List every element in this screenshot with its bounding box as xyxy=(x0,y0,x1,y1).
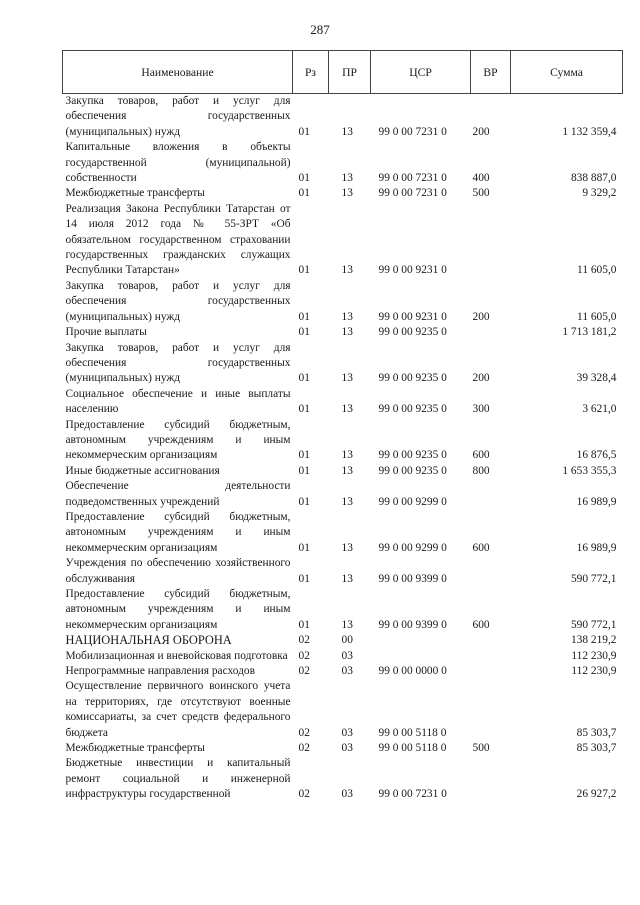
row-sum: 1 713 181,2 xyxy=(562,326,617,339)
row-pr: 13 xyxy=(341,541,353,554)
row-csr: 99 0 00 9235 0 xyxy=(378,449,447,462)
row-vr: 500 xyxy=(472,742,490,755)
row-csr: 99 0 00 9399 0 xyxy=(378,618,447,631)
row-name: Предоставление субсидий бюджетным, автономным учреждениям и иным некоммерческим организациям xyxy=(65,510,291,554)
row-rz: 02 xyxy=(298,742,310,755)
row-csr: 99 0 00 9299 0 xyxy=(378,495,447,508)
row-sum: 85 303,7 xyxy=(576,726,617,739)
row-vr: 200 xyxy=(472,372,490,385)
table-row xyxy=(63,649,623,664)
row-pr: 13 xyxy=(341,403,353,416)
table-row xyxy=(63,387,623,418)
row-rz: 01 xyxy=(298,541,310,554)
row-name: Межбюджетные трансферты xyxy=(65,187,205,200)
row-pr: 03 xyxy=(341,742,353,755)
table-row xyxy=(63,664,623,679)
row-csr: 99 0 00 7231 0 xyxy=(378,788,447,801)
row-vr xyxy=(471,649,511,664)
table-row xyxy=(63,341,623,387)
table-row xyxy=(63,479,623,510)
header-name: Наименование xyxy=(63,51,293,94)
row-pr: 13 xyxy=(341,495,353,508)
table-row xyxy=(63,186,623,201)
row-name: Осуществление первичного воинского учета на территориях, где отсутствуют военные комиссариаты, за счет средств федерального бюджета xyxy=(65,680,291,739)
row-rz: 01 xyxy=(298,310,310,323)
row-csr: 99 0 00 9235 0 xyxy=(378,372,447,385)
page-number: 287 xyxy=(310,22,330,37)
row-pr: 13 xyxy=(341,572,353,585)
row-rz: 02 xyxy=(298,665,310,678)
row-name: Мобилизационная и вневойсковая подготовка xyxy=(65,649,288,662)
table-row xyxy=(63,756,623,802)
row-rz: 02 xyxy=(298,788,310,801)
row-vr: 400 xyxy=(472,172,490,185)
row-rz: 01 xyxy=(298,449,310,462)
row-vr: 600 xyxy=(472,541,490,554)
row-sum: 138 219,2 xyxy=(570,634,617,647)
row-sum: 16 876,5 xyxy=(576,449,617,462)
row-rz: 01 xyxy=(298,618,310,631)
budget-table xyxy=(62,50,623,803)
row-name: Социальное обеспечение и иные выплаты населению xyxy=(65,387,291,416)
row-sum: 85 303,7 xyxy=(576,742,617,755)
row-vr xyxy=(471,325,511,340)
row-name: Межбюджетные трансферты xyxy=(65,742,205,755)
row-csr xyxy=(371,649,471,664)
header-sum: Сумма xyxy=(511,51,623,94)
row-name: НАЦИОНАЛЬНАЯ ОБОРОНА xyxy=(65,633,232,648)
row-name: Предоставление субсидий бюджетным, автономным учреждениям и иным некоммерческим организациям xyxy=(65,588,291,631)
row-sum: 1 653 355,3 xyxy=(562,464,617,477)
row-vr: 600 xyxy=(472,449,490,462)
row-sum: 16 989,9 xyxy=(576,541,617,554)
row-pr: 13 xyxy=(341,187,353,200)
row-pr: 13 xyxy=(341,449,353,462)
row-rz: 01 xyxy=(298,187,310,200)
row-sum: 26 927,2 xyxy=(576,788,617,801)
row-rz: 01 xyxy=(298,464,310,477)
row-pr: 13 xyxy=(341,464,353,477)
row-name: Бюджетные инвестиции и капитальный ремонт социальной и инженерной инфраструктуры государственной xyxy=(65,757,291,801)
table-row xyxy=(63,94,623,141)
table-row xyxy=(63,202,623,279)
row-pr: 13 xyxy=(341,125,353,138)
header-pr: ПР xyxy=(329,51,371,94)
row-csr: 99 0 00 9231 0 xyxy=(378,310,447,323)
row-rz: 01 xyxy=(298,403,310,416)
row-csr: 99 0 00 5118 0 xyxy=(378,742,447,755)
section-row xyxy=(63,633,623,648)
row-csr: 99 0 00 9299 0 xyxy=(378,541,447,554)
row-pr: 00 xyxy=(341,634,353,647)
row-rz: 02 xyxy=(298,726,310,739)
table-row xyxy=(63,279,623,325)
row-rz: 02 xyxy=(298,649,310,662)
row-sum: 1 132 359,4 xyxy=(562,125,617,138)
header-rz: Рз xyxy=(293,51,329,94)
row-pr: 13 xyxy=(341,372,353,385)
row-csr xyxy=(371,633,471,648)
table-row xyxy=(63,418,623,464)
row-pr: 13 xyxy=(341,618,353,631)
row-vr: 300 xyxy=(472,403,490,416)
row-vr: 600 xyxy=(472,618,490,631)
row-rz: 01 xyxy=(298,125,310,138)
row-rz: 01 xyxy=(298,172,310,185)
row-sum: 11 605,0 xyxy=(577,310,617,323)
row-pr: 13 xyxy=(341,310,353,323)
row-vr: 800 xyxy=(472,464,490,477)
row-csr: 99 0 00 7231 0 xyxy=(378,187,447,200)
row-csr: 99 0 00 9235 0 xyxy=(378,403,447,416)
row-rz: 02 xyxy=(298,634,310,647)
row-rz: 01 xyxy=(298,372,310,385)
row-pr: 03 xyxy=(341,665,353,678)
row-sum: 16 989,9 xyxy=(576,495,617,508)
row-sum: 838 887,0 xyxy=(570,172,617,185)
row-name: Непрограммные направления расходов xyxy=(65,665,256,678)
header-vr: ВР xyxy=(471,51,511,94)
row-name: Закупка товаров, работ и услуг для обеспечения государственных (муниципальных) нужд xyxy=(65,95,291,138)
row-csr: 99 0 00 0000 0 xyxy=(378,665,447,678)
row-csr: 99 0 00 7231 0 xyxy=(378,125,447,138)
row-name: Иные бюджетные ассигнования xyxy=(65,464,220,477)
row-vr: 200 xyxy=(472,125,490,138)
table-row xyxy=(63,140,623,186)
row-pr: 13 xyxy=(341,264,353,277)
row-csr: 99 0 00 9231 0 xyxy=(378,264,447,277)
row-name: Реализация Закона Республики Татарстан от 14 июля 2012 года № 55-ЗРТ «Об обязательном государственном страховании государственных гражданских служащих Республики Татарстан» xyxy=(65,202,291,277)
row-name: Прочие выплаты xyxy=(65,326,147,339)
row-sum: 9 329,2 xyxy=(582,187,617,200)
row-vr: 500 xyxy=(472,187,490,200)
row-vr xyxy=(471,756,511,802)
table-header xyxy=(63,51,623,94)
row-name: Капитальные вложения в объекты государственной (муниципальной) собственности xyxy=(65,141,291,185)
row-name: Закупка товаров, работ и услуг для обеспечения государственных (муниципальных) нужд xyxy=(65,279,291,323)
row-rz: 01 xyxy=(298,264,310,277)
table-row xyxy=(63,741,623,756)
row-pr: 03 xyxy=(341,726,353,739)
table-row xyxy=(63,679,623,741)
row-pr: 13 xyxy=(341,172,353,185)
table-row xyxy=(63,587,623,633)
row-csr: 99 0 00 9235 0 xyxy=(378,326,447,339)
row-rz: 01 xyxy=(298,495,310,508)
table-body xyxy=(63,94,623,803)
row-pr: 03 xyxy=(341,649,353,662)
row-sum: 112 230,9 xyxy=(571,649,617,662)
row-sum: 590 772,1 xyxy=(570,618,617,631)
row-name: Обеспечение деятельности подведомственных учреждений xyxy=(65,480,291,508)
row-name: Предоставление субсидий бюджетным, автономным учреждениям и иным некоммерческим организациям xyxy=(65,418,291,462)
row-vr xyxy=(471,679,511,741)
row-vr xyxy=(471,664,511,679)
table-row xyxy=(63,556,623,587)
row-name: Закупка товаров, работ и услуг для обеспечения государственных (муниципальных) нужд xyxy=(65,341,291,385)
row-rz: 01 xyxy=(298,572,310,585)
row-csr: 99 0 00 9399 0 xyxy=(378,572,447,585)
row-pr: 03 xyxy=(341,788,353,801)
table-row xyxy=(63,464,623,479)
row-sum: 39 328,4 xyxy=(576,372,617,385)
row-sum: 3 621,0 xyxy=(582,403,617,416)
row-csr: 99 0 00 7231 0 xyxy=(378,172,447,185)
row-sum: 112 230,9 xyxy=(571,665,617,678)
row-sum: 590 772,1 xyxy=(570,572,617,585)
row-vr xyxy=(471,556,511,587)
row-vr xyxy=(471,633,511,648)
table-row xyxy=(63,325,623,340)
row-name: Учреждения по обеспечению хозяйственного обслуживания xyxy=(65,557,291,585)
row-sum: 11 605,0 xyxy=(577,264,617,277)
header-csr: ЦСР xyxy=(371,51,471,94)
row-rz: 01 xyxy=(298,326,310,339)
row-vr: 200 xyxy=(472,310,490,323)
row-csr: 99 0 00 9235 0 xyxy=(378,464,447,477)
row-csr: 99 0 00 5118 0 xyxy=(378,726,447,739)
row-vr xyxy=(471,202,511,279)
row-pr: 13 xyxy=(341,326,353,339)
row-vr xyxy=(471,479,511,510)
table-row xyxy=(63,510,623,556)
